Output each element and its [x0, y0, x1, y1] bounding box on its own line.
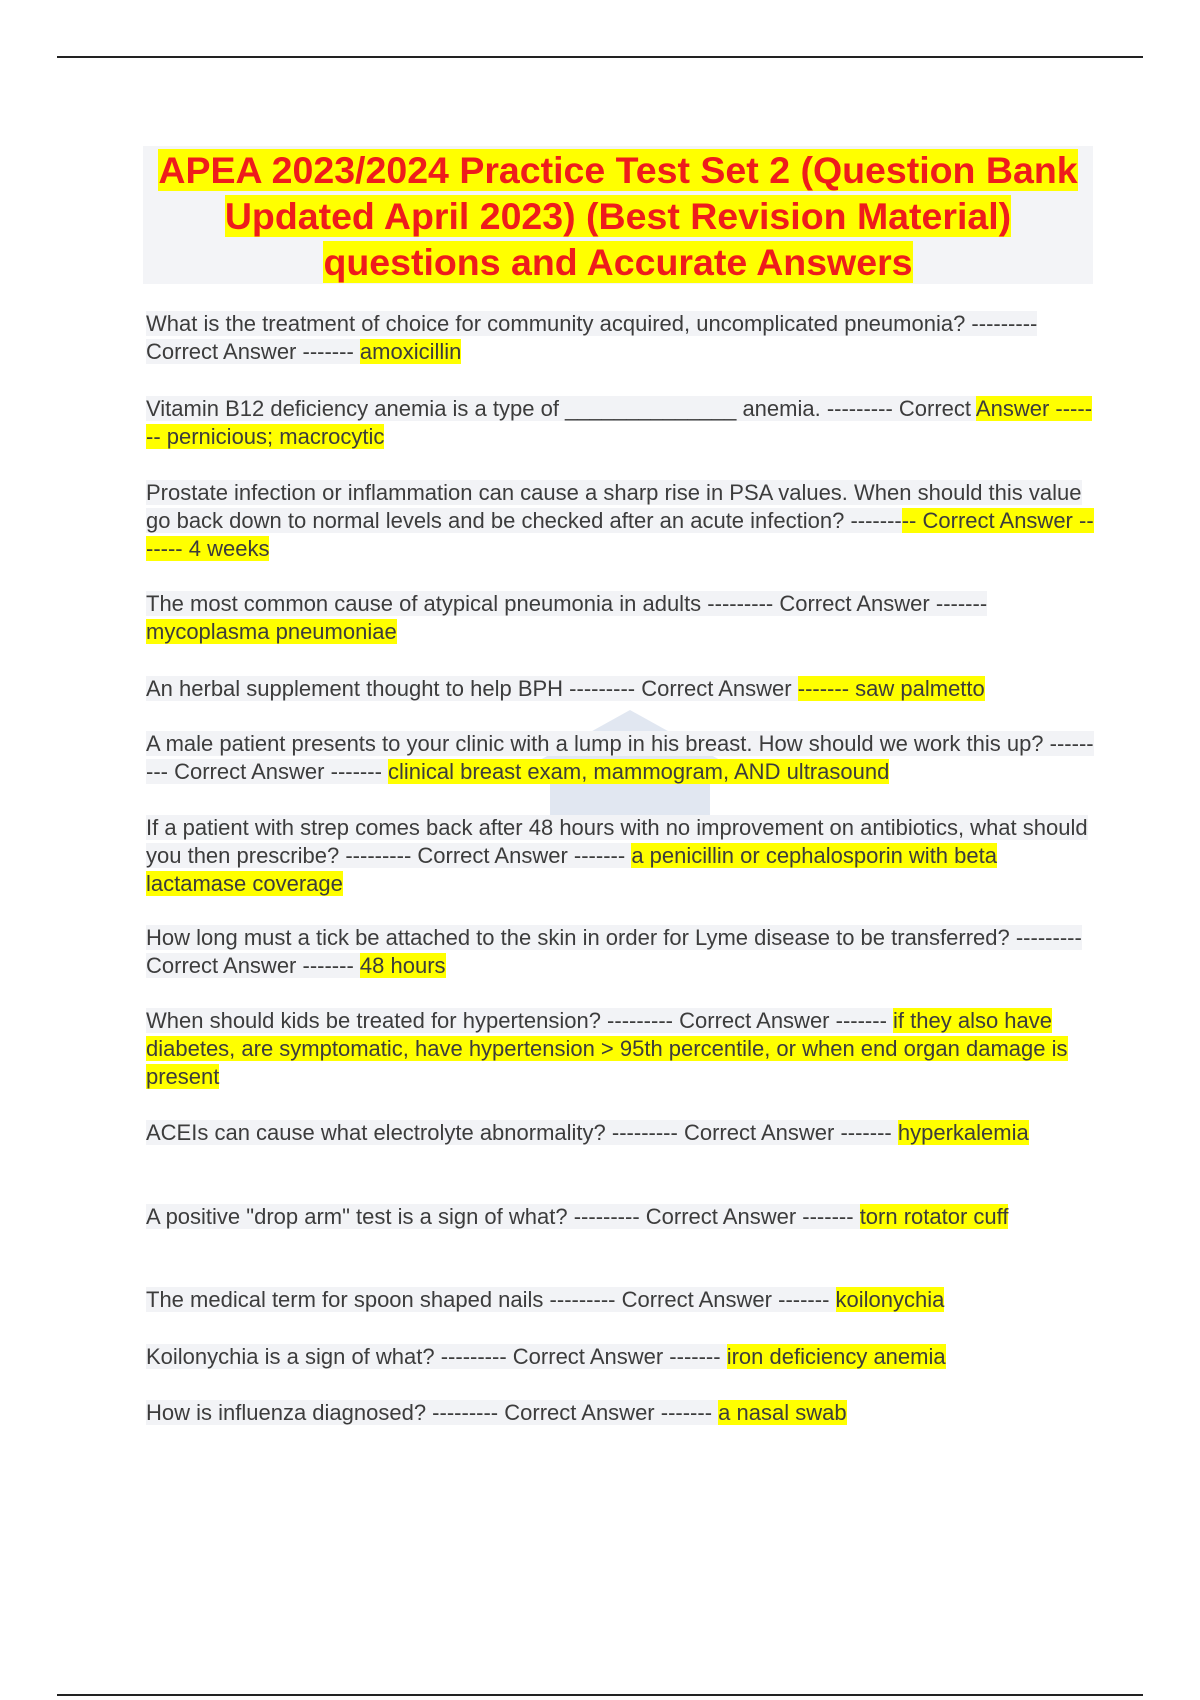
answer-highlight: ------- saw palmetto [797, 676, 985, 701]
question-text: Prostate infection or inflammation can cause a sharp rise in PSA values. When should this value go back down to normal levels and be checked after an acute infection? ------- [146, 480, 1082, 533]
answer-highlight: amoxicillin [359, 339, 462, 364]
separator: ------- [567, 843, 632, 868]
qa-item-13 [146, 1343, 1096, 1371]
question-text: How is influenza diagnosed? --------- [146, 1400, 499, 1425]
qa-item-4 [146, 590, 1096, 646]
qa-item-8 [146, 924, 1096, 980]
question-text: What is the treatment of choice for community acquired, uncomplicated pneumonia? --------- [146, 311, 1038, 336]
separator: ------- [296, 339, 360, 364]
question-text: Vitamin B12 deficiency anemia is a type of ______________ anemia. --------- [146, 396, 893, 421]
qa-item-2 [146, 395, 1096, 451]
separator [507, 1344, 513, 1369]
answer-highlight: hyperkalemia [897, 1120, 1029, 1145]
question-text: A positive "drop arm" test is a sign of what? --------- [146, 1204, 640, 1229]
correct-answer-label: Correct Answer [512, 1344, 664, 1369]
qa-item-10 [146, 1119, 1096, 1147]
answer-highlight: if they also have diabetes, are symptomatic, have hypertension > 95th percentile, or when end organ damage is present [146, 1008, 1068, 1089]
top-rule [57, 56, 1143, 58]
answer-highlight: koilonychia [835, 1287, 945, 1312]
correct-answer-label: Correct Answer [417, 843, 568, 868]
separator: ------- [796, 1204, 860, 1229]
qa-item-6 [146, 730, 1096, 786]
qa-item-7 [146, 814, 1096, 898]
separator: ------- [929, 591, 988, 616]
bottom-rule [57, 1694, 1143, 1696]
correct-answer-label: Correct Answer [683, 1120, 835, 1145]
qa-item-3 [146, 479, 1096, 563]
document-title-text: APEA 2023/2024 Practice Test Set 2 (Question Bank Updated April 2023) (Best Revision Material) questions and Accurate Answers [158, 149, 1078, 283]
answer-highlight: 48 hours [359, 953, 446, 978]
correct-answer-label: Correct Answer [146, 953, 297, 978]
answer-highlight: iron deficiency anemia [726, 1344, 946, 1369]
separator: ------- [829, 1008, 894, 1033]
separator: ------- [663, 1344, 727, 1369]
answer-highlight: a penicillin or cephalosporin with beta lactamase coverage [146, 843, 997, 896]
separator: ------- [772, 1287, 836, 1312]
question-text: When should kids be treated for hypertension? --------- [146, 1008, 673, 1033]
question-text: A male patient presents to your clinic with a lump in his breast. How should we work this up? --------- [146, 731, 1094, 784]
question-text: If a patient with strep comes back after 48 hours with no improvement on antibiotics, what should you then prescribe? --------- [146, 815, 1088, 868]
answer-highlight: a nasal swab [718, 1400, 847, 1425]
qa-item-14 [146, 1399, 1096, 1427]
correct-answer-label: Correct [898, 396, 972, 421]
qa-item-5 [146, 675, 1096, 703]
qa-item-9 [146, 1007, 1096, 1091]
separator [615, 1287, 621, 1312]
title-banner [143, 146, 1093, 284]
qa-item-12 [146, 1286, 1096, 1314]
answer-highlight: mycoplasma pneumoniae [146, 619, 397, 644]
document-title [143, 146, 1093, 285]
separator [792, 676, 798, 701]
answer-highlight: -- Correct Answer ------- 4 weeks [146, 508, 1094, 561]
answer-highlight: Answer ------- pernicious; macrocytic [146, 396, 1093, 449]
correct-answer-label: Correct Answer [645, 1204, 797, 1229]
separator [640, 1204, 646, 1229]
qa-item-1 [146, 310, 1096, 366]
qa-item-11 [146, 1203, 1096, 1231]
question-text: An herbal supplement thought to help BPH --------- [146, 676, 636, 701]
answer-highlight: clinical breast exam, mammogram, AND ultrasound [388, 759, 890, 784]
correct-answer-label: Correct Answer [679, 1008, 830, 1033]
question-text: ACEIs can cause what electrolyte abnormality? --------- [146, 1120, 678, 1145]
correct-answer-label: Correct Answer [641, 676, 792, 701]
separator: ------- [654, 1400, 719, 1425]
separator: ------- [324, 759, 389, 784]
correct-answer-label: Correct Answer [779, 591, 930, 616]
answer-highlight: torn rotator cuff [859, 1204, 1009, 1229]
separator: ------- [296, 953, 360, 978]
correct-answer-label: Correct Answer [174, 759, 325, 784]
correct-answer-label: Correct Answer [621, 1287, 772, 1312]
question-text: How long must a tick be attached to the skin in order for Lyme disease to be transferred? --------- [146, 925, 1082, 950]
question-text: The medical term for spoon shaped nails --------- [146, 1287, 616, 1312]
question-text: Koilonychia is a sign of what? --------- [146, 1344, 507, 1369]
correct-answer-label: Correct Answer [146, 339, 297, 364]
question-text: The most common cause of atypical pneumonia in adults --------- [146, 591, 774, 616]
separator: ------- [834, 1120, 898, 1145]
separator [893, 396, 899, 421]
correct-answer-label: Correct Answer [504, 1400, 655, 1425]
